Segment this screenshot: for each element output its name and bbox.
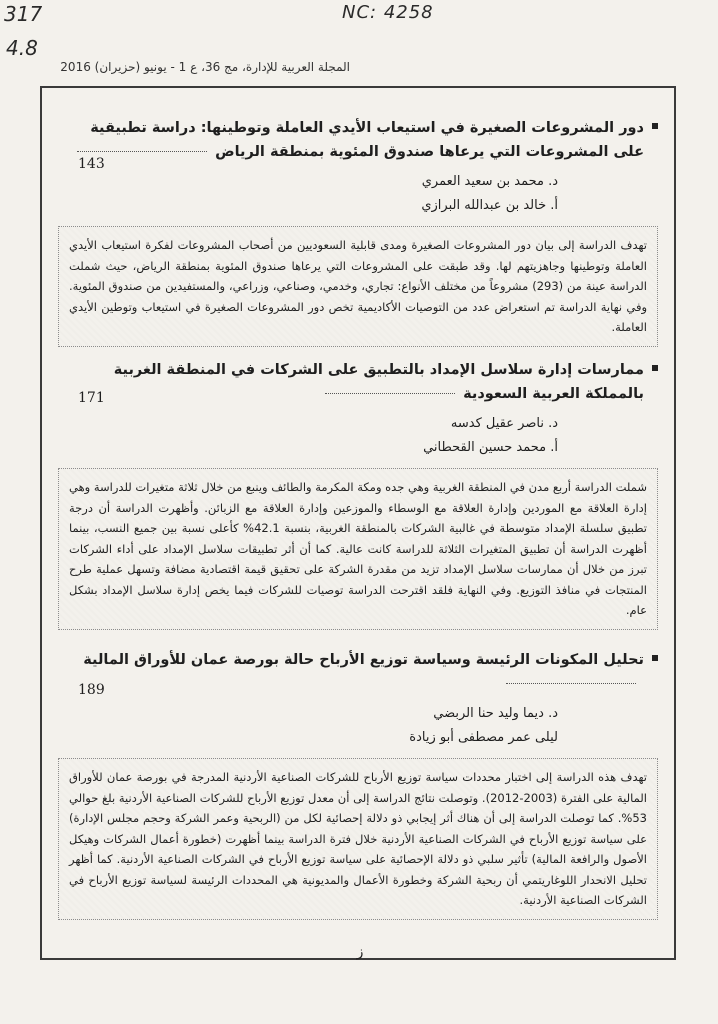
author-name: د. ناصر عقيل كدسه [450, 416, 558, 431]
handwritten-number-1: 317 [4, 2, 43, 26]
leader-dots [77, 151, 207, 152]
article-title-row [58, 648, 658, 696]
handwritten-number-2: 4.8 [6, 36, 38, 60]
article-page-number: 189 [78, 682, 105, 698]
bullet-icon [652, 365, 658, 371]
article-title: دور المشروعات الصغيرة في استيعاب الأيدي العاملة وتوطينها: دراسة تطبيقية على المشروعات التي يرعاها صندوق المئوية بمنطقة الرياض [58, 116, 644, 164]
article-entry [58, 358, 658, 630]
author-name: د. محمد بن سعيد العمري [421, 174, 558, 189]
author-name: د. ديما وليد حنا الربضي [433, 706, 558, 721]
article-title: تحليل المكونات الرئيسة وسياسة توزيع الأرباح حالة بورصة عمان للأوراق المالية [58, 648, 644, 696]
article-title-row [58, 116, 658, 172]
article-abstract: تهدف الدراسة إلى بيان دور المشروعات الصغيرة ومدى قابلية السعوديين من أصحاب المشروعات لفكرة استيعاب الأيدي العاملة وتوطينها وجاهزيتهم لها. وقد طبقت على المشروعات التي يرعاها صندوق المئوية بمنطقة الرياض، حيث شملت الدراسة عينة من (293) مشروعاً من مختلف الأنواع: تجاري، وخدمي، وصناعي، وزراعي، والمستفيدين من صندوق المئوية. وفي نهاية الدراسة تم استعراض عدد من التوصيات الأكاديمية تخص دور المشروعات الصغيرة في استيعاب وتوطين الأيدي العاملة. [58, 226, 658, 347]
article-page-number: 143 [78, 156, 105, 172]
bullet-icon [652, 123, 658, 129]
page-marker: ز [356, 944, 364, 960]
article-entry [58, 116, 658, 347]
article-abstract: شملت الدراسة أربع مدن في المنطقة الغربية وهي جده ومكة المكرمة والطائف وينبع من خلال ثلاثة متغيرات للدراسة وهي إدارة العلاقة مع الموردين وإدارة العلاقة مع الوسطاء والموزعين وإدارة العلاقة مع الزبائن. وأظهرت الدراسة أن درجة تطبيق سلسلة الإمداد متوسطة في غالبية الشركات بالمنطقة الغربية، بنسبة 42.1% كأعلى نسبة بين جميع النسب، بينما أظهرت الدراسة أن تطبيق المتغيرات الثلاثة للدراسة كانت عالية. كما أن أثر تطبيقات سلاسل الإمداد على أداء الشركات تبرز من خلال أن ممارسات سلاسل الإمداد تزيد من مقدرة الشركة على تحقيق قيمة اقتصادية مضافة وتسهل عملية طرح المنتجات في منافذ التوزيع. وفي النهاية فلقد اقترحت الدراسة توصيات للشركات فيما يخص إدارة سلاسل الإمداد بشكل عام. [58, 468, 658, 630]
author-name: ليلى عمر مصطفى أبو زيادة [409, 730, 558, 745]
article-authors [58, 702, 558, 750]
bullet-icon [652, 655, 658, 661]
handwritten-accession-number: NC: 4258 [342, 2, 434, 23]
article-title: ممارسات إدارة سلاسل الإمداد بالتطبيق على الشركات في المنطقة الغربية بالمملكة العربية السعودية [113, 362, 644, 402]
author-name: أ. محمد حسين القحطاني [423, 440, 558, 455]
running-header: المجلة العربية للإدارة، مج 36، ع 1 - يونيو (حزيران) 2016 [60, 60, 350, 74]
article-page-number: 171 [78, 390, 105, 406]
leader-dots [506, 683, 636, 684]
article-title-row [58, 358, 658, 406]
leader-dots [325, 393, 455, 394]
article-entry [58, 648, 658, 920]
author-name: أ. خالد بن عبدالله البرازي [421, 198, 558, 213]
article-abstract: تهدف هذه الدراسة إلى اختبار محددات سياسة توزيع الأرباح للشركات الصناعية الأردنية المدرجة في بورصة عمان للأوراق المالية على الفترة (2003-2012). وتوصلت نتائج الدراسة إلى أن معدل توزيع الأرباح للشركات الصناعية الأردنية بلغ حوالي 53%. كما توصلت الدراسة إلى أن هناك أثر إيجابي ذو دلالة إحصائية لكل من (الربحية وعمر الشركة وحجم مجلس الإدارة) على سياسة توزيع الأرباح في الشركات الصناعية الأردنية خلال فترة الدراسة بينما أظهرت (خطورة أعمال الشركات وهيكل الأصول والرافعة المالية) تأثير سلبي ذو دلالة الإحصائية على سياسة توزيع الأرباح في الشركات الصناعية الأردنية. كما أظهر تحليل الانحدار اللوغاريتمي أن ربحية الشركة وخطورة الأعمال والمديونية هي المحددات الرئيسة لسياسة توزيع الأرباح في الشركات الصناعية الأردنية. [58, 758, 658, 920]
article-authors [58, 412, 558, 460]
article-authors [58, 170, 558, 218]
